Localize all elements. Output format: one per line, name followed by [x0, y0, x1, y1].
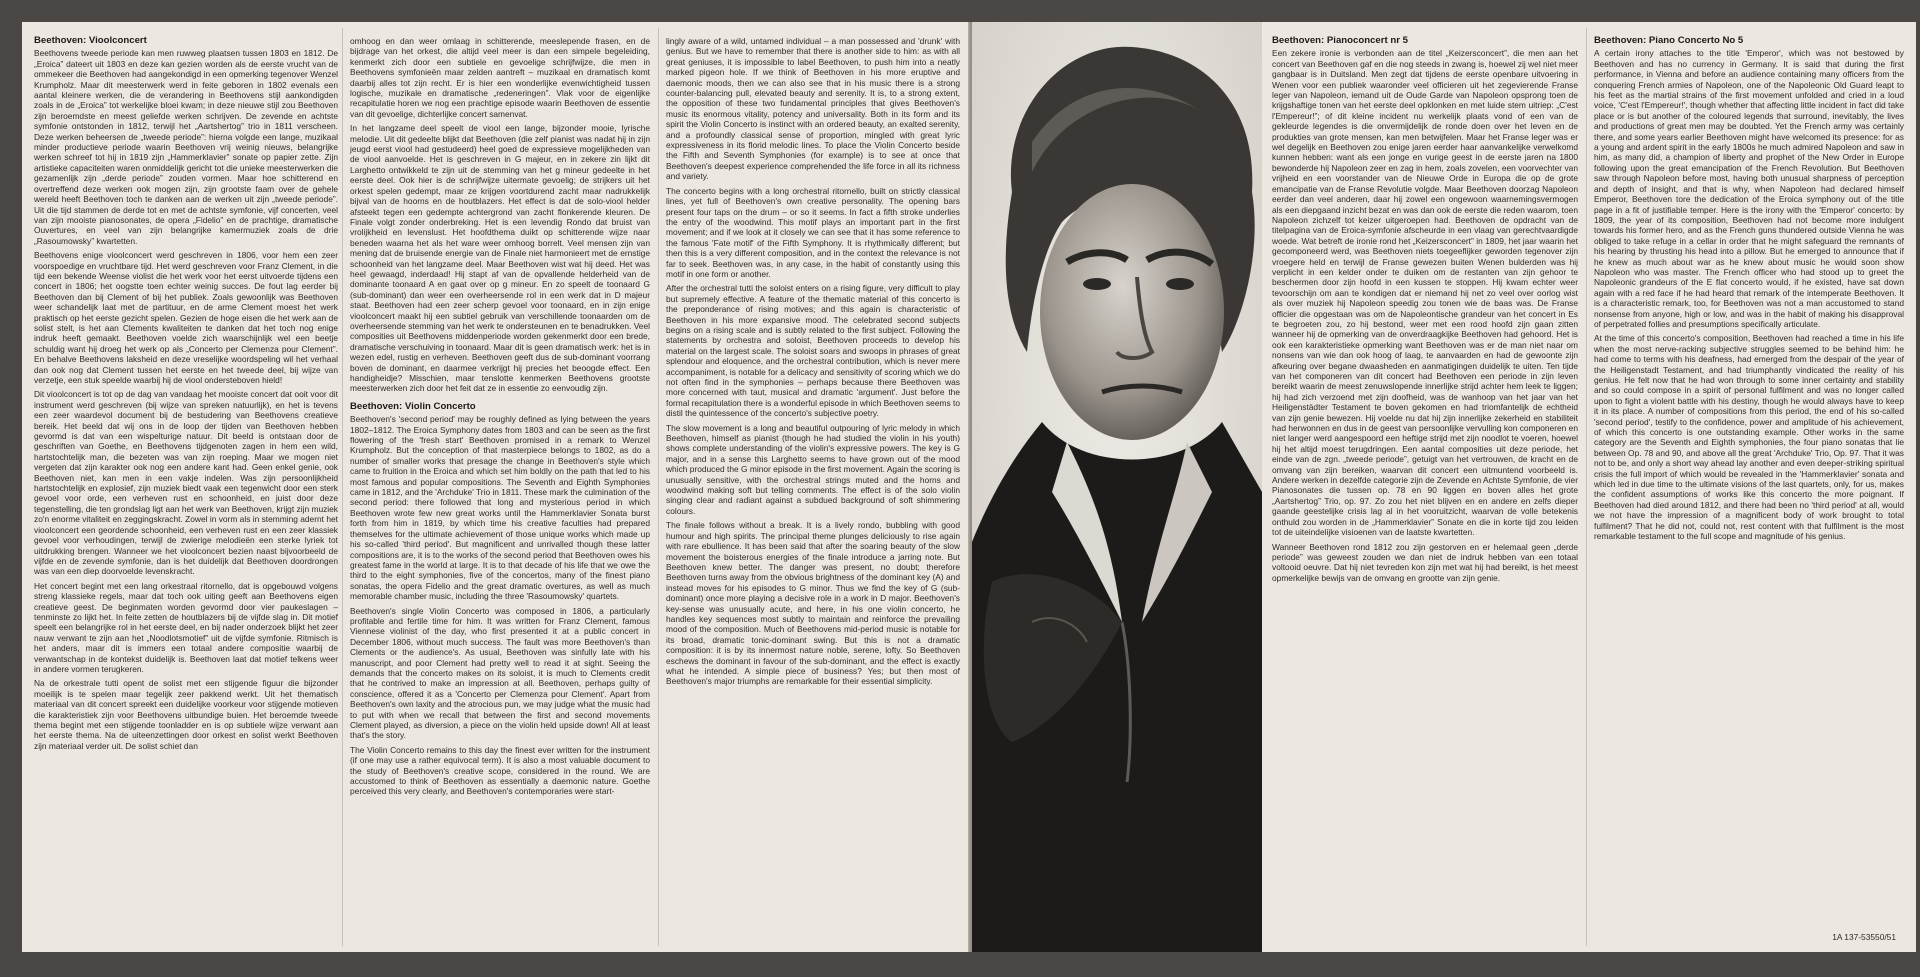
paragraph: Dit vioolconcert is tot op de dag van vandaag het mooiste concert dat ooit voor dit instrument werd geschreven (bij wijze van spreken natuurlijk), en het is tevens een zeer waardevol document bij de bestudering van Beethovens creatieve bereik. Het beeld dat wij ons in de loop der tijden van Beethoven hebben gevormd is dat van een wispelturige natuur. Dit beeld is ontstaan door de geschriften van Goethe, en Beethovens tijdgenoten zagen in hem een wild, hartstochtelijk man, die bezeten was van zijn roeping. Maar we mogen niet vergeten dat zijn karakter ook nog een andere kant had. Geen enkel genie, ook Beethoven niet, kan men in een vakje indelen. Was zijn persoonlijkheid hartstochtelijk en explosief, zijn muziek biedt vaak een tegenwicht door een sterk gevoel voor orde, een verheven rust en schoonheid, en juist door deze tegenstelling, die ten grondslag ligt aan het werk van Beethoven, krijgt zijn muziek zo'n enorme vitaliteit en zeggingskracht. Zowel in vorm als in stemming adernt het vioolconcert een geordende schoonheid, een verheven rust en een zeer klassiek gevoel voor verhoudingen, terwijl de zwierige melodieën een sterke lyriek tot uitdrukking brengen. Wanneer we het vioolconcert bezien naast bijvoorbeeld de vijfde en de zevende symfonie, dan is het duidelijk dat Beethoven doordrongen was van een diep doorvoelde levenskracht. — [34, 389, 338, 577]
paragraph: Het concert begint met een lang orkestraal ritornello, dat is opgebouwd volgens streng klassieke regels, maar dat toch ook uiting geeft aan Beethovens eigen creatieve geest. De beginmaten worden gevormd door vier paukeslagen – tenminste zo lijkt het. In feite zetten de houtblazers bij de vijfde slag in. Dit motief speelt een belangrijke rol in het eerste deel, en bij nader onderzoek blijkt het zeer nauw verwant te zijn aan het „Noodlotsmotief” uit de vijfde symfonie. Ritmisch is het anders, maar dit is immers een totaal andere compositie waarbij de verwantschap in de kontekst duidelijk is. Beethoven laat dat motief telkens weer in andere vormen terugkeren. — [34, 580, 338, 674]
paragraph: Beethoven's 'second period' may be roughly defined as lying between the years 1802–1812. The Eroica Symphony dates from 1803 and can be seen as the first flowering of the 'fresh start' Beethoven promised in a remark to Wenzel Krumpholz. But the conception of that masterpiece belongs to 1802, as do a number of smaller works that presage the change in Beethoven's style which came to fruition in the Eroica and which set him boldly on the path that led to his most famous and popular compositions. The Seventh and Eighth Symphonies came in 1812, and the 'Archduke' Trio in 1811. These mark the culmination of the second period: there followed that long and mysterious period in which Beethoven wrote few new great works until the Hammerklavier Sonata burst forth from him in 1819, by which time his creative faculties had prepared themselves for the ultimate achievement of those unique works which made up his so-called 'third period'. But magnificent and unrivalled though these latter compositions are, it is to the works of the second period that Beethoven owes his greatest fame in the world at large. It is to that decade of his life that we owe the third to the eight symphonies, five of the concertos, many of the finest piano sonatas, the opera Fidelio and the great dramatic overtures, as well as much memorable chamber music, including the three 'Rasoumowsky' quartets. — [350, 414, 650, 602]
catalog-number: 1A 137-53550/51 — [1832, 932, 1896, 942]
column-divider — [342, 28, 343, 946]
paragraph: Een zekere ironie is verbonden aan de titel „Keizersconcert”, die men aan het concert van Beethoven gaf en die nog steeds in zwang is, hoewel zij wel niet meer gangbaar is in Duitsland. Men zegt dat tijdens de eerste openbare uitvoering in Wenen voor een publiek waaronder veel officieren uit het zegevierende Franse leger van Napoleon, iemand uit de Oude Garde van Napoleon opsprong toen de krijgshaftige tonen van het eerste deel opklonken en met luide stem uitriep: „C'est l'Empereur!”; of dit kleine incident nu werkelijk plaats vond of een van de gekleurde legendes is die onvermijdelijk de ronde doen over het leven en de produkties van grote mensen, kan men betwijfelen. Maar het Franse leger was er wel degelijk en Beethoven zou enige jaren eerder haar aanvankelijke verwelkomd kunnen hebben: want als een jonge en vurige geest in de eerste jaren na 1800 bewonderde hij Napoleon zeer en zag in hem, zoals zovelen, een voorvechter van vrijheid en een voorstander van de Nieuwe Orde in Europa die op de grote emancipatie van de Franse Revolutie volgde. Maar Beethoven doorzag Napoleon eerder dan veel anderen, daar hij zowel een ongewoon waarnemingsvermogen als een diepgaand inzicht bezat en was dan ook de eerste die reden waarom, toen Napoleon zichzelf tot keizer uitgeroepen had. Beethoven de opdracht van de titelpagina van de Eroica-symfonie afscheurde in een vlaag van gerechtvaardigde woede. Wat betreft de ironie rond het „Keizersconcert” in 1809, het jaar waarin het gecomponeerd werd, was Beethoven niets toegeeflijker geworden tegenover zijn vroegere held en terwijl de Franse gewezen buiten Wenen bulderden was hij verplicht in een kelder onder te duiken om de restanten van zijn gehoor te beschermen door zijn hoofd in een kussen te stoppen. Hij kwam echter weer tevoorschijn om aan te kondigen dat er niemand hij net zo veel over oorlog wist als over muziek hij Napoleon speedig zou tonen wie de baas was. De Franse officier die opgestaan was om de Napoleontische grandeur van het concert in Es te begroeten zou, zo hij bestond, weer met een rood hoofd zijn gaan zitten wanneer hij de opmerking van de onverdraagkijke Beethoven had gehoord. Het is ook een karakteristieke opmerking want Beethoven was er de man niet naar om nonsens van wie dan ook hoog of laag, te aanvaarden en had de gewoonte zijn afkeuring over begane dwaasheden en aanmatigingen duidelijk te uiten. Ten tijde van het componeren van dit concert had Beethoven een periode in zijn leven bereikt waarin de meest zenuwslopende innerlijke strijd achter hem leek te liggen; hij had zich verzoend met zijn doofheid, was de wanhoop van het jaar van het Heiligenstädter Testament te boven gekomen en had triomfantelijk de echtheid van zijn genie bewezen. Hij voelde nu dat hij zijn innerlijke zekerheid en stabiliteit had herwonnen en dus in de geest van persoonlijke vervulling kon componeren en niet langer werd aangespoord een heftige strijd met zijn noodlot te voeren, hoewel hij het altijd moest terugdringen. Een aantal composities uit deze periode, het einde van de zgn. „tweede periode”, getuigt van het vertrouwen, de kracht en de omvang van zijn bereiken, waarvan dit concert een uitmuntend voorbeeld is. Andere werken in dezelfde categorie zijn de Zevende en Achtste Symfonie, de vier Pianosonates die tussen op. 78 en 90 liggen en boven alles het grote „Aartshertog” Trio, op. 97. Zo zou het niet blijven en en andere en zelfs dieper gaande geestelijke crisis lag al in het vooruitzicht, waarvan de volle betekenis onthuld zou worden in de „Hammerklavier” Sonate en die in korte tijd zou leiden tot de uiteindelijke visioenen van de laatste kwartetten. — [1272, 48, 1578, 538]
paragraph: Wanneer Beethoven rond 1812 zou zijn gestorven en er helemaal geen „derde periode” was geweest zouden we dan niet de indruk hebben van een totaal voltooid oeuvre. Dat hij niet tevreden kon zijn met wat hij had bereikt, is het meest opmerkelijke bewijs van de omvang en grootte van zijn genie. — [1272, 541, 1578, 583]
column-divider — [658, 28, 659, 946]
heading-violin-concerto: Beethoven: Violin Concerto — [350, 400, 476, 412]
record-sleeve — [22, 22, 1916, 952]
column-viool-nl-continued — [344, 36, 656, 938]
heading-pianoconcert: Beethoven: Pianoconcert nr 5 — [1272, 36, 1408, 46]
column-piano-nl — [1266, 36, 1584, 938]
column-divider — [1586, 28, 1587, 946]
heading-piano-concerto: Beethoven: Piano Concerto No 5 — [1594, 36, 1744, 46]
paragraph: lingly aware of a wild, untamed individual – a man possessed and 'drunk' with genius. But we have to remember that there is another side to him: as with all great geniuses, it is impossible to label Beethoven, to push him into a neatly marked pigeon hole. If we think of Beethoven in his more eruptive and daemonic moods, then we can also see that in his music there is a strong counter-balancing pull, elevated beauty and serenity. It is, to a strong extent, the opposition of these two fundamental principles that gives Beethoven's music its enormous vitality, potency and universality. Both in its form and its spirit the Violin Concerto is instinct with an ordered beauty, an exalted serenity, and a profoundly classical sense of proportion, mingled with great lyric expressiveness in its florid melodic lines. To place the Violin Concerto beside the Fifth and Seventh Symphonies (for example) is to see at once that Beethoven's deepest experience comprehended the life force in all its richness and variety. — [666, 36, 960, 182]
paragraph: Beethovens enige vioolconcert werd geschreven in 1806, voor hem een zeer voorspoedige en vruchtbare tijd. Het werd geschreven voor Franz Clement, in die tijd een bekende Weense violist die het werk voor het eerst uitvoerde tijdens een concert in 1806; het oogstte toen echter weinig succes. De fout lag eerder bij Beethoven dan bij Clement of bij het publiek. Zoals gewoonlijk was Beethoven weer schandelijk laat met de partituur, en de arme Clement moest het werk praktisch op het eerste gezicht spelen. Gezien de hoge eisen die het werk aan de solist stelt, is het aan Clements kwaliteiten te danken dat het toch nog enige indruk heeft gemaakt. Beethoven voelde zich waarschijnlijk wel een beetje schuldig want hij droeg het werk op als „Concerto per Clemenza pour Clement”. En behalve Beethovens laksheid en deze vreselijke woordspeling wil het verhaal dan ook nog dat Clement tussen het eerste en het tweede deel, bij wijze van verzetje, een stuk speelde waarbij hij de viool ondersteboven hield! — [34, 250, 338, 385]
paragraph: In het langzame deel speelt de viool een lange, bijzonder mooie, lyrische melodie. Uit dit gedeelte blijkt dat Beethoven (die zelf pianist was nadat hij in zijn jeugd eerst viool had gestudeerd) heel goed de expressieve mogelijkheden van de viool aanvoelde. Het is geschreven in G majeur, en in zekere zin lijkt dit Larghetto ontwikkeld te zijn uit de stemming van het g mineur gedeelte in het eerste deel. Ook hier is de schrijfwijze uitermate gevoelig; de strijkers uit het orkest spelen gedempt, maar ze krijgen voortdurend zacht maar nadrukkelijk bijval van de hoorns en de houtblazers. Het effect is dat de solo-viool helder afsteekt tegen een gedempte achtergrond van zacht flonkerende kleuren. De Finale volgt zonder onderbreking. Het is een levendig Rondo dat bruist van vrolijkheid en levenslust. Het hoofdthema duikt op schitterende wijze naar beneden waarna het als het ware weer omhoog borrelt. Veel mensen zijn van mening dat de bruisende energie van de Finale niet harmonieert met de ernstige schoonheid van het langzame deel. Maar Beethoven wist wat hij deed. Het was heel gewaagd, inderdaad! Hij stapt af van de opvallende helderheid van de dominante toonaard A en gaat over op g mineur. En zo speelt de toonaard G (sub-dominant) dan weer een overheersende rol in een werk dat in D majeur staat. Beethoven had een zeer scherp gevoel voor toonaard, en in zijn enige vioolconcert maakt hij een subtiel gebruik van verschillende toonaarden om de overheersende stemming van het werk te ondersteunen en te benadrukken. Veel composities uit Beethovens middenperiode worden gekenmerkt door een brede, dramatische verschuiving in toonaard. Maar dit is geen dramatisch werk: het is in wezen edel, rustig en verheven. Beethoven geeft dus de sub-dominant voorrang boven de dominant, en daarmee verkrijgt hij precies het beoogde effect. Een handigheidje? Misschien, maar tenslotte kenmerken Beethovens grootste meesterwerken zich door het feit dat ze in essentie zo eenvoudig zijn. — [350, 123, 650, 394]
paragraph: The finale follows without a break. It is a lively rondo, bubbling with good humour and high spirits. The principal theme plunges deliciously to rise again with rare ebullience. It has been said that after the soaring beauty of the slow movement the boisterous energies of the finale introduce a jarring note. But Beethoven knew better. The danger was present, no doubt; therefore Beethoven turns away from the obvious brightness of the dominant key (A) and instead moves for his episodes to G minor. Thus we find the key of G (sub-dominant) once more playing a decisive role in a work in D major. Beethoven's key-sense was unusually acute, and here, in his one violin concerto, he handles key sequences most subtly to maintain and reinforce the prevailing mood of the composition. Much of Beethovens mid-period music is notable for its broad, dramatic tonic-dominant swing. But this is not a dramatic composition: it is by its innermost nature noble, serene, lofty. So Beethoven eschews the dominant in favour of the sub-dominant, and the effect is exactly what he intended. A simple piece of business? Yes; but then most of Beethoven's major triumphs are remarkable for their essential simplicity. — [666, 520, 960, 687]
paragraph: At the time of this concerto's composition, Beethoven had reached a time in his life when the most nerve-racking subjective struggles seemed to be behind him: he had come to terms with his deafness, had emerged from the despair of the year of the Heiligenstadt Testament, and had triumphantly vindicated the reality of his genius. He felt now that he had won through to some inner certainty and stability and so could compose in a spirit of personal fulfilment and was no longer called upon to fight a violent battle with his destiny, though he would always have to keep it in its place. A number of compositions from this period, the end of his so-called 'second period', testify to the confidence, power and amplitude of his achievement, of which this concerto is one outstanding example. Other works in the same category are the Seventh and Eighth symphonies, the four piano sonatas that lie between Op. 78 and 90, and above all the great 'Archduke' Trio, Op. 97. That it was not to be, and only a short way ahead lay another and even deeper-striking spiritual crisis the full import of which would be revealed in the 'Hammerklavier' sonata and which led in due time to the ultimate visions of the last quartets, only, for us, makes the confident assumptions of works like this concerto the more poignant. If Beethoven had died around 1812, and there had been no 'third period' at all, would we not have the impression of a magnificent body of work brought to total fulfilment? That he did not, could not, rest content with that fulfilment is the most remarkable testament to the full scope and magnitude of his genius. — [1594, 333, 1904, 542]
beethoven-portrait — [972, 22, 1262, 952]
heading-vioolconcert: Beethoven: Vioolconcert — [34, 36, 147, 46]
left-panel — [22, 22, 970, 952]
column-viool-nl — [28, 36, 344, 938]
paragraph: The concerto begins with a long orchestral ritornello, built on strictly classical lines, yet full of Beethoven's own creative personality. The opening bars present four taps on the drum – or so it seems. In fact a fifth stroke underlies the entry of the woodwind. This motif plays an important part in the first movement; and if we look at it closely we can see that it has some reference to the famous 'Fate motif' of the Fifth Symphony. It is rhythmically different; but then this is a very different composition, and in the context the relevance is not far to seek. Beethoven was, in any case, in the habit of constantly using this motif in one form or another. — [666, 185, 960, 279]
paragraph: After the orchestral tutti the soloist enters on a rising figure, very difficult to play but supremely effective. A feature of the thematic material of this concerto is the preponderance of rising motives; and this again is characteristic of Beethoven in his more expansive mood. The celebrated second subjects begins on a rising scale and is subtly related to the first subject. Following the statements by orchestra and soloist, Beethoven proceeds to develop his material on the largest scale. The soloist soars and swoops in phrases of great splendour and eloquence, and the orchestral contribution, which is never mere accompaniment, is notable for a delicacy and sensitivity of scoring which we do not often find in the symphonies – perhaps because there Beethoven was more concerned with taut, musical and dramatic 'argument'. Just before the formal recapitulation there is a wonderful episode in which Beethoven seems to distil the quintessence of the concerto's subjective poetry. — [666, 283, 960, 419]
paragraph: Na de orkestrale tutti opent de solist met een stijgende figuur die bijzonder moeilijk is te spelen maar tegelijk zeer pakkend werkt. Uit het thematisch materiaal van dit concert spreekt een duidelijke voorkeur voor stijgende motieven die karakteristiek zijn voor Beethovens uitbundige buien. Het beroemde tweede thema begint met een stijgende toonladder en is op subtiele wijze verwant aan het eerste thema. Na de uiteenzettingen door orkest en solist werkt Beethoven zijn materiaal verder uit. De solist schiet dan — [34, 678, 338, 751]
paragraph: Beethoven's single Violin Concerto was composed in 1806, a particularly profitable and fertile time for him. It was written for Franz Clement, famous Viennese violinist of the day, who first presented it at a public concert in December 1806, without much success. The fault was more Beethoven's than Clements or the audience's. As usual, Beethoven was sinfully late with his manuscript, and poor Clement had pretty well to read it at sight. Seeing the demands that the concerto makes on its soloist, it is much to Clements credit that he contrived to make an impression at all. Beethoven, perhaps guilty of conscience, offered it as a 'Concerto per Clemenza pour Clement'. Apart from Beethoven's own laxity and the atrocious pun, we may judge what the music had to put with when we recall that between the first and second movements Clement played, as diversion, a piece on the violin held upside down! All at least that's the story. — [350, 605, 650, 741]
paragraph: Beethovens tweede periode kan men ruwweg plaatsen tussen 1803 en 1812. De „Eroica” dateert uit 1803 en deze kan gezien worden als de eerste vrucht van de ommekeer die Beethoven had aangekondigd in een opmerking tegenover Wenzel Krumpholz. Maar dit meesterwerk werd in feite geboren in 1802 evenals een aantal kleinere werken, die de verandering in Beethovens stijl aankondigden zoals in de „Eroica” tot werkelijke bloei kwam; in deze nieuwe stijl zou Beethoven zijn beroemdste en meest geliefde werken schrijven. De zevende en achtste symfonie ontstonden in 1812, terwijl het „Aartshertog” trio in 1811 verscheen. Deze werken beheersen de „tweede periode”: hierna volgde een lange, muzikaal minder productieve periode waarin Beethoven vrij weinig nieuws, belangrijke werken schreef tot hij in 1819 zijn „Hammerklavier” sonate op papier zette. Zijn artistieke capaciteiten waren onmiddelijk gericht tot die unieke meesterwerken die gezamenlijk zijn „derde periode” zouden vormen. Maar hoe schitterend en overtreffend deze werken ook mogen zijn, zijn grootste faam over de gehele wereld heeft Beethoven toch te danken aan de werken uit zijn „tweede periode”. Uit die tijd stammen de derde tot en met de achtste symfonie, vijf concerten, veel van zijn mooiste pianosonates, de opera „Fidelio” en de prachtige, dramatische Ouvertures, en veel van zijn belangrijke kamermuziek zoals de drie „Rasoumowsky” kwartetten. — [34, 48, 338, 246]
paragraph: The Violin Concerto remains to this day the finest ever written for the instrument (if one may use a rather equivocal term). It is also a most valuable document to the study of Beethoven's creative scope, considered in the round. We are accustomed to think of Beethoven as essentially a daemonic nature. Goethe perceived this very clearly, and Beethoven's contemporaries were start- — [350, 744, 650, 797]
column-piano-en — [1588, 36, 1910, 938]
paragraph: omhoog en dan weer omlaag in schitterende, meeslepende frasen, en de bijdrage van het orkest, die altijd veel meer is dan een simpele begeleiding, kenmerkt zich door een subtiele en gevoelige schrijfwijze, die men in Beethovens symfonieën maar zelden aantreft – muzikaal en dramatisch komt daarbij alles tot zijn recht. Er is hier een wonderlijke evenwichtigheid tussen logische, muzikale en dramatische „redeneringen”. Vlak voor de eigenlijke recapitulatie horen we nog een prachtige episode waarin Beethoven de essentie van dit gevoelige, dichterlijke concert samenvat. — [350, 36, 650, 119]
column-violin-en — [660, 36, 966, 938]
paragraph: A certain irony attaches to the title 'Emperor', which was not bestowed by Beethoven and has no currency in Germany. It is said that during the first performance, in Vienna and before an audience containing many officers from the conquering French armies of Napoleon, one of the Napoleonic Old Guard leapt to his feet as the martial strains of the first movement unfolded and cried in a loud voice, 'C'est l'Empereur!', though whether that affecting little incident in fact did take place or is but another of the coloured legends that surround, inevitably, the lives and productions of great men may be doubted. Yet the French army was certainly there, and some years earlier Beethoven might have welcomed its presence: for as a young and ardent spirit in the early 1800s he much admired Napoleon and saw in him, as many did, a champion of liberty and prophet of the New Order in Europe following upon the great emancipation of the French Revolution. But Beethoven saw through Napoleon before most, having both unusual sharpness of perception and depth of insight, and that is why, when Napoleon had declared himself Emperor, Beethoven tore the dedication of the Eroica symphony out of the title page in a fit of justifiable temper. Here is the irony with the 'Emperor' concerto: by 1809, the year of its composition, Beethoven had not become more indulgent towards his former hero, and as the French guns thundered outside Vienna he was obliged to take refuge in a cellar in order that he might safeguard the remnants of his hearing by thrusting his head into a pillow. But he emerged to announce that if he knew as much about war as he knew about music he would soon show Napoleon who was master. The French officer who had stood up to greet the Napoleonic grandeurs of the E flat concerto would, if he existed, have sat down again with a red face if he had heard that remark of the intemperate Beethoven. It is a characteristic remark, too, for Beethoven was not a man accustomed to stand nonsense from anyone, high or low, and was in the habit of making his disapproval of perpetrated follies and presumptions specifically articulate. — [1594, 48, 1904, 329]
paragraph: The slow movement is a long and beautiful outpouring of lyric melody in which Beethoven, himself as pianist (though he had studied the violin in his youth) shows complete understanding of the violin's expressive powers. The key is G major, and in a sense this Larghetto seems to have grown out of the mood which produced the G minor episode in the first movement. Again the scoring is unusually sensitive, with the orchestral strings muted and the horns and woodwind making soft but telling comments. The effect is of the solo violin singing clear and radiant against a subdued background of soft shimmering colours. — [666, 422, 960, 516]
right-panel — [972, 22, 1916, 952]
